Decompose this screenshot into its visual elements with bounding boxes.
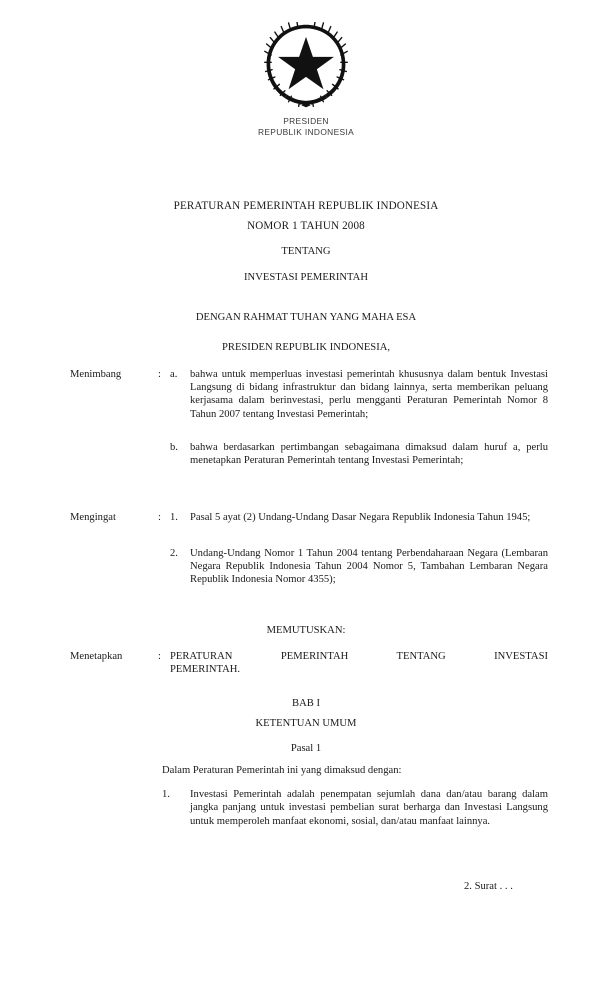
menimbang-item-a — [70, 368, 548, 421]
menetapkan-row — [70, 650, 548, 676]
menetapkan-colon: : — [158, 651, 161, 662]
menimbang-text-a: bahwa untuk memperluas investasi pemerintah khususnya dalam bentuk Investasi Langsung di bidang infrastruktur dan bidang lainnya, serta memberikan peluang kerjasama dalam berinvestasi, perlu mengganti Peraturan Pemerintah Nomor 8 Tahun 2007 tentang Investasi Pemerintah; — [190, 369, 548, 420]
menetapkan-value-line-2: PEMERINTAH. — [170, 664, 241, 676]
mengingat-text-1: Pasal 5 ayat (2) Undang-Undang Dasar Negara Republik Indonesia Tahun 1945; — [190, 512, 531, 523]
mengingat-label: Mengingat — [70, 512, 116, 523]
garuda-star-wreath-emblem — [260, 22, 352, 110]
regulation-number: NOMOR 1 TAHUN 2008 — [247, 220, 365, 232]
authority-line: PRESIDEN REPUBLIK INDONESIA, — [221, 342, 391, 353]
menimbang-marker-b: b. — [170, 442, 178, 453]
mengingat-text-2: Undang-Undang Nomor 1 Tahun 2004 tentang Perbendaharaan Negara (Lembaran Negara Republik Indonesia Tahun 2004 Nomor 5, Tambahan Lembaran Negara Republik Indonesia Nomor 4355); — [190, 548, 548, 586]
menetapkan-value — [170, 650, 548, 676]
definition-number-1: 1. — [162, 789, 170, 800]
mengingat-item-2 — [70, 547, 548, 587]
emblem-caption — [0, 116, 612, 138]
pasal-number: Pasal 1 — [290, 743, 322, 754]
mengingat-marker-1: 1. — [170, 512, 178, 523]
menimbang-marker-a: a. — [170, 369, 178, 380]
menetapkan-value-line-1: PERATURAN PEMERINTAH TENTANG INVESTASI — [170, 651, 548, 662]
regulation-subject: INVESTASI PEMERINTAH — [244, 272, 368, 283]
memutuskan-heading: MEMUTUSKAN: — [266, 625, 346, 636]
emblem-caption-line-2: REPUBLIK INDONESIA — [257, 127, 355, 138]
menimbang-colon: : — [158, 369, 161, 380]
definitions-intro: Dalam Peraturan Pemerintah ini yang dimaksud dengan: — [162, 765, 402, 776]
emblem-caption-line-1: PRESIDEN — [283, 116, 329, 126]
menimbang-text-b: bahwa berdasarkan pertimbangan sebagaimana dimaksud dalam huruf a, perlu menetapkan Peraturan Pemerintah tentang Investasi Pemerintah; — [190, 442, 548, 467]
mengingat-colon: : — [158, 512, 161, 523]
mengingat-item-1 — [70, 511, 548, 524]
bab-title: KETENTUAN UMUM — [255, 718, 357, 729]
tentang-label: TENTANG — [281, 246, 331, 257]
menimbang-label: Menimbang — [70, 369, 122, 380]
footer-catchword: 2. Surat . . . — [464, 881, 513, 892]
mengingat-marker-2: 2. — [170, 548, 178, 559]
definition-item-1 — [162, 788, 548, 828]
regulation-title: PERATURAN PEMERINTAH REPUBLIK INDONESIA — [173, 200, 439, 212]
menetapkan-label: Menetapkan — [70, 651, 123, 662]
blessing-line: DENGAN RAHMAT TUHAN YANG MAHA ESA — [195, 312, 417, 323]
bab-number: BAB I — [292, 698, 320, 709]
definition-text-1: Investasi Pemerintah adalah penempatan sejumlah dana dan/atau barang dalam jangka panjang untuk investasi pembelian surat berharga dan Investasi Langsung untuk memperoleh manfaat ekonomi, sosial, dan/atau manfaat lainnya. — [190, 789, 548, 827]
emblem-block — [0, 22, 612, 138]
menimbang-item-b — [70, 441, 548, 467]
